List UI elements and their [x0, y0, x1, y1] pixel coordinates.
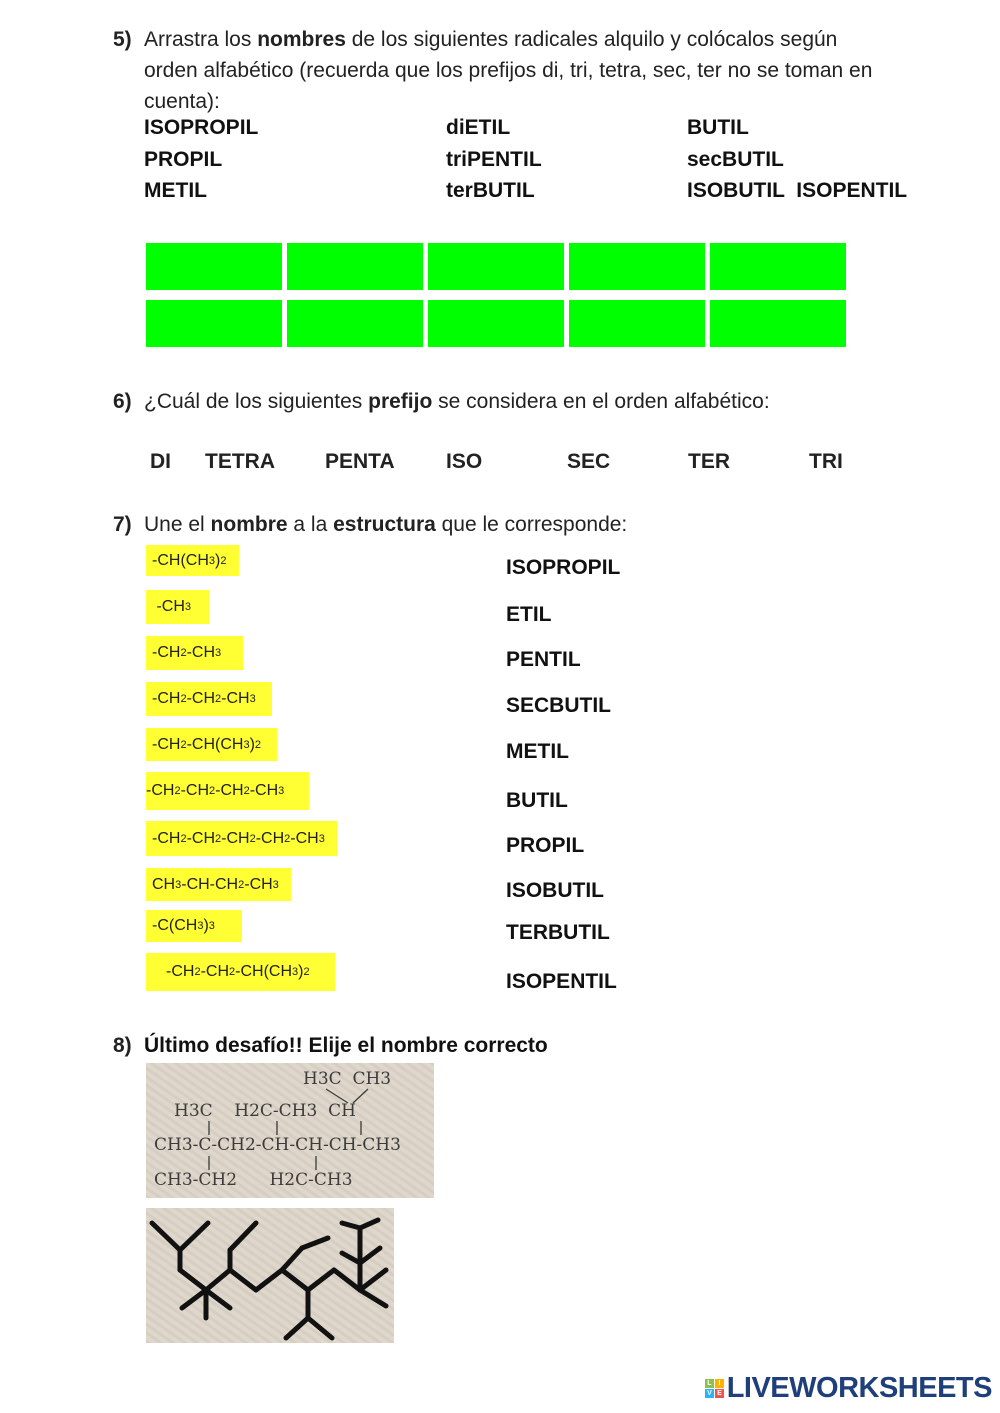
- structure-terbutil-formula[interactable]: -C(CH 3 ) 3: [146, 910, 242, 942]
- structure-isobutil-formula[interactable]: -CH 2 -CH(CH 3 ) 2: [146, 728, 277, 761]
- structure-secbutil-formula[interactable]: CH 3 -CH-CH 2 -CH 3: [146, 868, 291, 901]
- q7-text-bold2: estructura: [333, 513, 436, 536]
- drop-slot-1[interactable]: [146, 243, 282, 290]
- q5-word-col2-2[interactable]: triPENTIL: [446, 148, 542, 171]
- q5-word-col3-1[interactable]: BUTIL: [687, 116, 749, 139]
- liveworksheets-logo-icon: L I V E: [705, 1379, 724, 1398]
- q7-text-mid: a la: [287, 513, 334, 536]
- q7-text-bold1: nombre: [210, 513, 288, 536]
- prefix-option-di[interactable]: DI: [150, 450, 171, 473]
- structure-butil-formula[interactable]: -CH 2 -CH 2 -CH 2 -CH 3: [146, 772, 309, 810]
- structure-pentil-formula[interactable]: -CH 2 -CH 2 -CH 2 -CH 2 -CH 3: [146, 821, 337, 856]
- prefix-option-tetra[interactable]: TETRA: [205, 450, 275, 473]
- q5-text-b: de los siguientes radicales alquilo y colócalos según: [345, 28, 838, 51]
- match-name-isopentil[interactable]: ISOPENTIL: [506, 970, 617, 993]
- q5-word-col1-2[interactable]: PROPIL: [144, 148, 223, 171]
- skeletal-structure: [146, 1208, 394, 1343]
- structure-metil-formula[interactable]: -CH 3: [146, 590, 209, 624]
- chem-row-2: H3C H2C-CH3 CH: [174, 1101, 356, 1121]
- liveworksheets-logo-text: LIVEWORKSHEETS: [726, 1372, 992, 1404]
- q5-word-col1-3[interactable]: METIL: [144, 179, 207, 202]
- q5-word-col2-3[interactable]: terBUTIL: [446, 179, 535, 202]
- q6-number: 6): [113, 390, 132, 413]
- q7-number: 7): [113, 513, 132, 536]
- q6-text-a: ¿Cuál de los siguientes: [144, 390, 369, 413]
- chem-row-4: CH3-CH2 H2C-CH3: [154, 1170, 353, 1190]
- q5-word-col2-1[interactable]: diETIL: [446, 116, 511, 139]
- q5-word-bank: [144, 116, 964, 212]
- match-name-butil[interactable]: BUTIL: [506, 789, 568, 812]
- q8-title: Último desafío!! Elije el nombre correcto: [144, 1034, 548, 1057]
- q7-prompt: [144, 509, 627, 540]
- prefix-option-penta[interactable]: PENTA: [325, 450, 395, 473]
- q5-line3: cuenta):: [144, 90, 220, 113]
- chem-row-1: H3C CH3: [303, 1069, 392, 1089]
- q7-text-a: Une el: [144, 513, 211, 536]
- q7-text-b: que le corresponde:: [435, 513, 628, 536]
- q6-prompt: [144, 386, 770, 417]
- skeletal-formula-image: [146, 1208, 394, 1343]
- match-name-propil[interactable]: PROPIL: [506, 834, 585, 857]
- condensed-formula-image: [146, 1063, 434, 1198]
- liveworksheets-logo: [705, 1372, 992, 1405]
- prefix-option-tri[interactable]: TRI: [809, 450, 843, 473]
- drop-slot-6[interactable]: [146, 300, 282, 347]
- q8-number: 8): [113, 1034, 132, 1057]
- drop-slot-8[interactable]: [428, 300, 564, 347]
- drop-slot-5[interactable]: [710, 243, 846, 290]
- prefix-option-iso[interactable]: ISO: [446, 450, 483, 473]
- q5-line2: orden alfabético (recuerda que los prefijos di, tri, tetra, sec, ter no se toman en: [144, 59, 873, 82]
- structure-isopropil-formula[interactable]: -CH(CH 3 ) 2: [146, 545, 239, 576]
- chem-row-3: CH3-C-CH2-CH-CH-CH-CH3: [154, 1135, 401, 1155]
- prefix-option-ter[interactable]: TER: [688, 450, 730, 473]
- q6-text-bold: prefijo: [368, 390, 433, 413]
- match-name-pentil[interactable]: PENTIL: [506, 648, 581, 671]
- structure-propil-formula[interactable]: -CH 2 -CH 2 -CH 3: [146, 682, 272, 716]
- prefix-option-sec[interactable]: SEC: [567, 450, 611, 473]
- drop-slot-7[interactable]: [287, 300, 423, 347]
- drop-slot-2[interactable]: [287, 243, 423, 290]
- q5-number: 5): [113, 28, 132, 51]
- structure-isopentil-formula[interactable]: -CH 2 -CH 2 -CH(CH 3 ) 2: [146, 953, 335, 991]
- q6-text-b: se considera en el orden alfabético:: [432, 390, 770, 413]
- match-name-isopropil[interactable]: ISOPROPIL: [506, 556, 621, 579]
- structure-etil-formula[interactable]: -CH 2 -CH 3: [146, 636, 243, 670]
- match-name-etil[interactable]: ETIL: [506, 603, 552, 626]
- drop-slot-4[interactable]: [569, 243, 705, 290]
- q5-text-a: Arrastra los: [144, 28, 258, 51]
- match-name-metil[interactable]: METIL: [506, 740, 569, 763]
- q5-prompt: [144, 24, 974, 117]
- drop-slot-10[interactable]: [710, 300, 846, 347]
- match-name-terbutil[interactable]: TERBUTIL: [506, 921, 610, 944]
- drop-slot-3[interactable]: [428, 243, 564, 290]
- q5-word-col1-1[interactable]: ISOPROPIL: [144, 116, 259, 139]
- q5-text-bold: nombres: [257, 28, 346, 51]
- match-name-isobutil[interactable]: ISOBUTIL: [506, 879, 604, 902]
- q5-line1: [144, 24, 974, 55]
- drop-slot-9[interactable]: [569, 300, 705, 347]
- q5-word-col3-3[interactable]: ISOBUTIL ISOPENTIL: [687, 179, 908, 202]
- match-name-secbutil[interactable]: SECBUTIL: [506, 694, 611, 717]
- q5-word-col3-2[interactable]: secBUTIL: [687, 148, 784, 171]
